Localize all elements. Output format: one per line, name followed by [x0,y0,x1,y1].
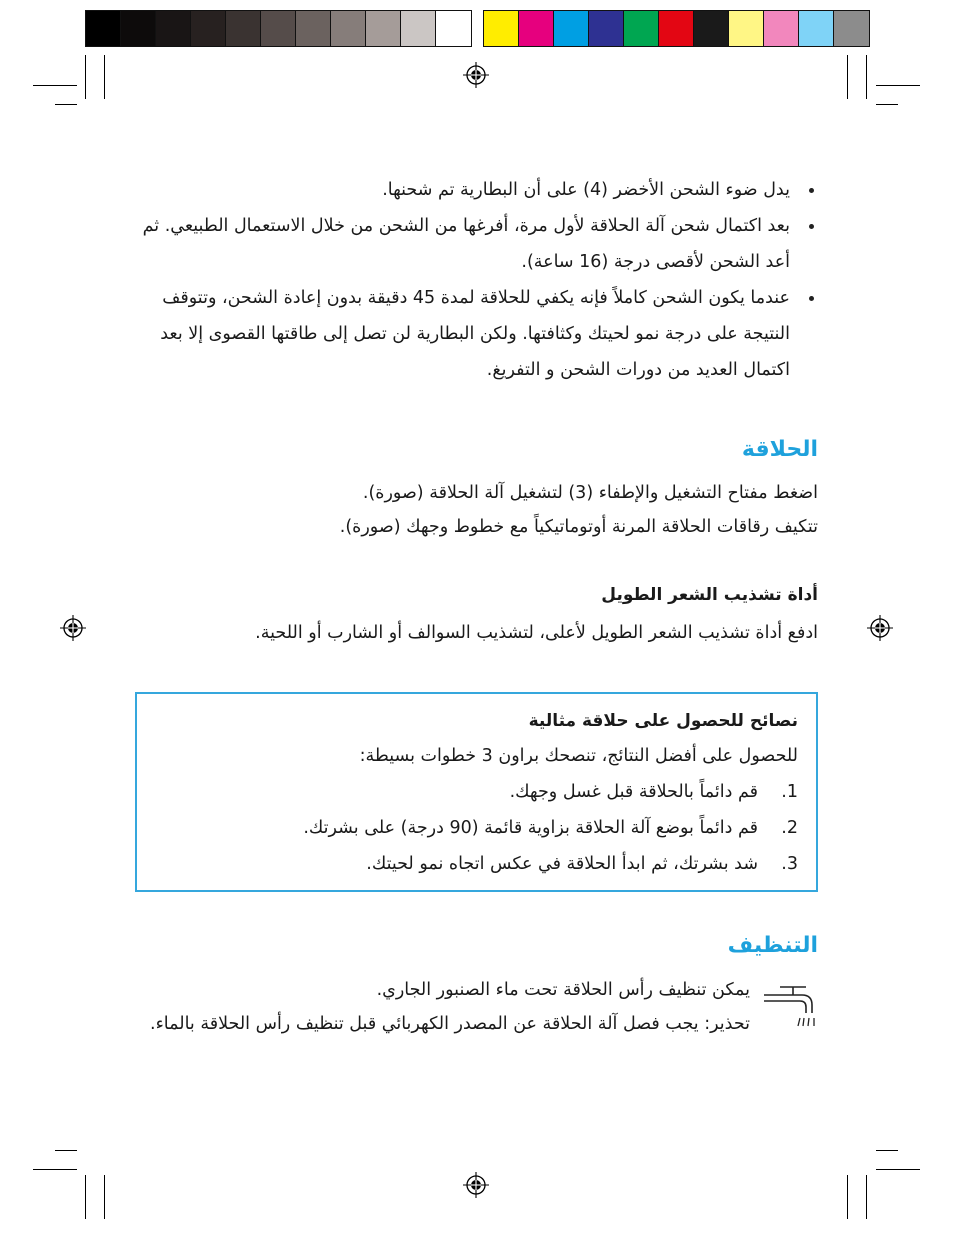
bullet-icon [809,224,814,229]
crop-mark [876,85,920,86]
crop-mark [33,1169,77,1170]
bullet-icon [809,296,814,301]
step-text: شد بشرتك، ثم ابدأ الحلاقة في عكس اتجاه نمو لحيتك. [366,854,758,874]
tips-title: نصائح للحصول على حلاقة مثالية [528,711,798,731]
crop-mark [85,55,86,99]
bullet-icon [809,188,814,193]
registration-mark-icon [463,1172,489,1198]
section-title-shaving: الحلاقة [741,437,818,462]
color-swatch [694,11,729,46]
bullet-text: يدل ضوء الشحن الأخضر (4) على أن البطارية تم شحنها. [382,180,790,200]
list-item [158,774,798,810]
crop-mark [866,1175,867,1219]
crop-mark [104,55,105,99]
paragraph: تتكيف رقاقات الحلاقة المرنة أوتوماتيكياً مع خطوط وجهك (صورة). [339,517,818,537]
color-swatch [624,11,659,46]
color-swatch [401,11,436,46]
bullet-text: بعد اكتمال شحن آلة الحلاقة لأول مرة، أفرغها من الشحن من خلال الاستعمال الطبيعي. ثم أعد الشحن لأقصى درجة (16 ساعة). [142,216,790,272]
color-swatch [834,11,869,46]
grayscale-color-bar [85,10,472,47]
step-text: قم دائماً بوضع آلة الحلاقة بزاوية قائمة (90 درجة) على بشرتك. [303,818,758,838]
color-swatch [729,11,764,46]
color-swatch [799,11,834,46]
color-swatch [659,11,694,46]
tips-box [135,692,818,892]
color-swatch [589,11,624,46]
paragraph: اضغط مفتاح التشغيل والإطفاء (3) لتشغيل آلة الحلاقة (صورة). [362,483,818,503]
warning-paragraph: تحذير: يجب فصل آلة الحلاقة عن المصدر الكهربائي قبل تنظيف رأس الحلاقة بالماء. [150,1014,750,1034]
color-swatch [121,11,156,46]
crop-mark [847,55,848,99]
list-item [128,172,818,208]
color-swatch [331,11,366,46]
tips-intro: للحصول على أفضل النتائج، تنصحك براون 3 خطوات بسيطة: [359,746,798,766]
crop-mark [85,1175,86,1219]
color-swatch [366,11,401,46]
color-swatch [86,11,121,46]
crop-mark [104,1175,105,1219]
step-number: 1. [781,782,798,802]
list-item [128,208,818,280]
crop-mark [847,1175,848,1219]
crop-mark [876,104,898,105]
crop-mark [33,85,77,86]
crop-mark [876,1150,898,1151]
color-swatch [764,11,799,46]
color-swatch [226,11,261,46]
registration-mark-icon [60,615,86,641]
color-swatch [554,11,589,46]
faucet-icon [762,985,822,1033]
list-item [158,810,798,846]
paragraph: يمكن تنظيف رأس الحلاقة تحت ماء الصنبور الجاري. [376,980,750,1000]
tips-content [158,704,798,882]
color-swatch [191,11,226,46]
section-title-cleaning: التنظيف [727,933,818,958]
trimmer-body [128,616,818,650]
color-swatch [484,11,519,46]
registration-mark-icon [867,615,893,641]
paragraph: ادفع أداة تشذيب الشعر الطويل لأعلى، لتشذيب السوالف أو الشارب أو اللحية. [255,623,818,643]
list-item [128,280,818,388]
crop-mark [866,55,867,99]
bullet-text: عندما يكون الشحن كاملاً فإنه يكفي للحلاقة لمدة 45 دقيقة بدون إعادة الشحن، وتتوقف النتيجة على درجة نمو لحيتك وكثافتها. ولكن البطارية لن تصل إلى طاقتها القصوى إلا بعد اكتمال العديد من دورات الشحن و التفريغ. [160,288,790,380]
color-swatch [436,11,471,46]
step-text: قم دائماً بالحلاقة قبل غسل وجهك. [509,782,758,802]
crop-mark [876,1169,920,1170]
process-color-bar [483,10,870,47]
step-number: 3. [781,854,798,874]
section-title-trimmer: أداة تشذيب الشعر الطويل [601,585,818,605]
list-item [158,846,798,882]
crop-mark [55,1150,77,1151]
step-number: 2. [781,818,798,838]
color-swatch [519,11,554,46]
charging-bullet-list [128,172,818,388]
crop-mark [55,104,77,105]
shaving-body [128,476,818,544]
color-swatch [261,11,296,46]
registration-mark-icon [463,62,489,88]
color-swatch [296,11,331,46]
tips-steps [158,774,798,882]
cleaning-body [128,973,750,1041]
color-swatch [156,11,191,46]
